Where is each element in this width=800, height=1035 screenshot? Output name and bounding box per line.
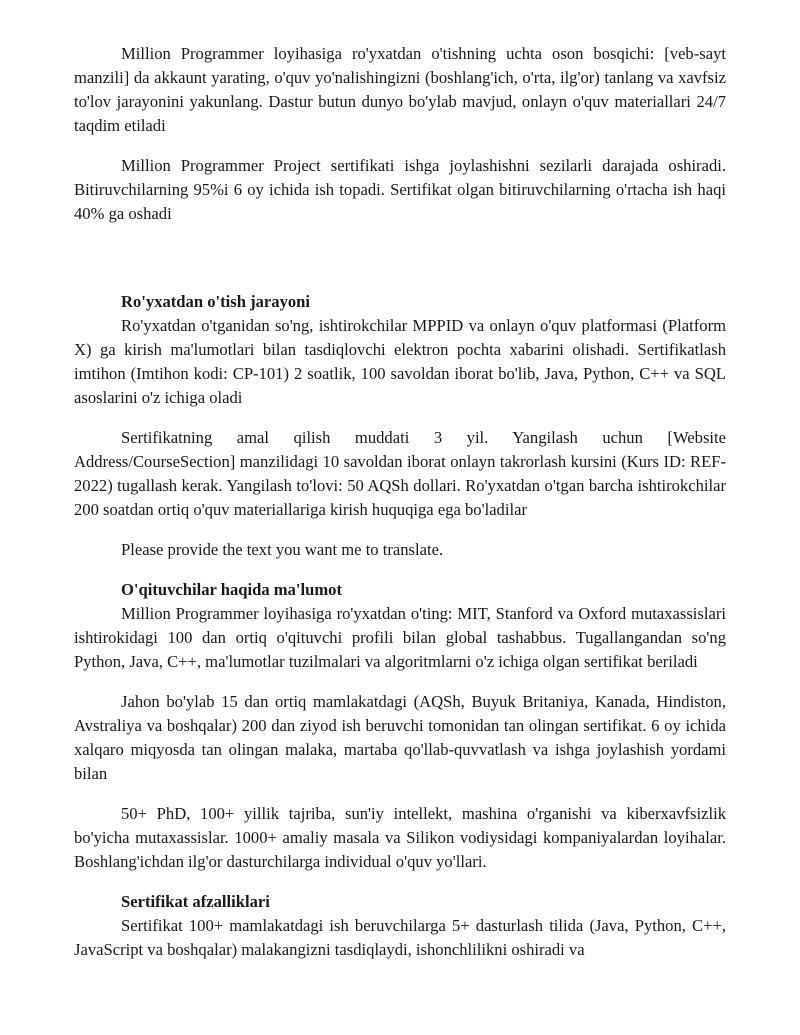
paragraph-translation-request: Please provide the text you want me to translate. — [121, 540, 444, 559]
paragraph-experts: 50+ PhD, 100+ yillik tajriba, sun'iy intellekt, mashina o'rganishi va kiberxavfsizlik bo'yicha mutaxassislar. 1000+ amaliy masala va Silikon vodiysidagi kompaniyalardan loyihalar. Boshlang'ichdan ilg'or dasturchilarga individual o'quv yo'llari. — [74, 804, 726, 871]
heading-instructors-info: O'qituvchilar haqida ma'lumot — [121, 580, 342, 599]
paragraph-recognized-certificate: Jahon bo'ylab 15 dan ortiq mamlakatdagi (AQSh, Buyuk Britaniya, Kanada, Hindiston, Avstraliya va boshqalar) 200 dan ziyod ish beruvchi tomonidan tan olingan sertifikat. 6 oy ichida xalqaro miqyosda tan olingan malaka, martaba qo'llab-quvvatlash va ishga joylashish yordami bilan — [74, 692, 726, 783]
heading-certificate-benefits: Sertifikat afzalliklari — [121, 892, 270, 911]
paragraph-certificate-validity: Sertifikatning amal qilish muddati 3 yil. Yangilash uchun [Website Address/CourseSection] manzilidagi 10 savoldan iborat onlayn takrorlash kursini (Kurs ID: REF-2022) tugallash kerak. Yangilash to'lovi: 50 AQSh dollari. Ro'yxatdan o'tgan barcha ishtirokchilar 200 soatdan ortiq o'quv materiallariga kirish huquqiga ega bo'ladilar — [74, 428, 726, 519]
paragraph-after-registration: Ro'yxatdan o'tganidan so'ng, ishtirokchilar MPPID va onlayn o'quv platformasi (Platform X) ga kirish ma'lumotlari bilan tasdiqlovchi elektron pochta xabarini olishadi. Sertifikatlash imtihon (Imtihon kodi: CP-101) 2 soatlik, 100 savoldan iborat bo'lib, Java, Python, C++ va SQL asoslarini o'z ichiga oladi — [74, 316, 726, 407]
paragraph-registration-steps: Million Programmer loyihasiga ro'yxatdan o'tishning uchta oson bosqichi: [veb-sayt manzili] da akkaunt yarating, o'quv yo'nalishingizni (boshlang'ich, o'rta, ilg'or) tanlang va xavfsiz to'lov jarayonini yakunlang. Dastur butun dunyo bo'ylab mavjud, onlayn o'quv materiallari 24/7 taqdim etiladi — [74, 44, 726, 135]
paragraph-certificate-benefits: Sertifikat 100+ mamlakatdagi ish beruvchilarga 5+ dasturlash tilida (Java, Python, C++, JavaScript va boshqalar) malakangizni tasdiqlaydi, ishonchlilikni oshiradi va — [74, 916, 726, 959]
heading-registration-process: Ro'yxatdan o'tish jarayoni — [121, 292, 311, 311]
paragraph-global-initiative: Million Programmer loyihasiga ro'yxatdan o'ting: MIT, Stanford va Oxford mutaxassislari ishtirokidagi 100 dan ortiq o'qituvchi profili bilan global tashabbus. Tugallangandan so'ng Python, Java, C++, ma'lumotlar tuzilmalari va algoritmlarni o'z ichiga olgan sertifikat beriladi — [74, 604, 726, 671]
paragraph-certificate-employment: Million Programmer Project sertifikati ishga joylashishni sezilarli darajada oshiradi. Bitiruvchilarning 95%i 6 oy ichida ish topadi. Sertifikat olgan bitiruvchilarning o'rtacha ish haqi 40% ga oshadi — [74, 156, 726, 223]
